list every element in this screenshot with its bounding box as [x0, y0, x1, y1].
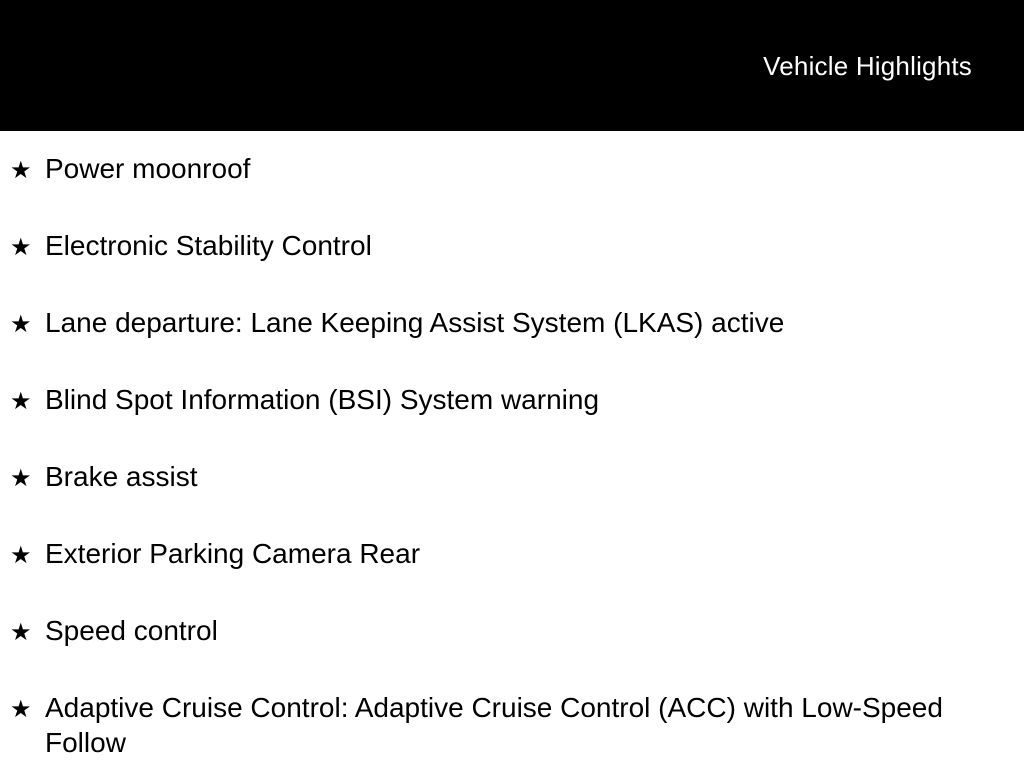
list-item-label: Brake assist [45, 461, 198, 492]
star-bullet-icon: ★ [10, 310, 32, 338]
list-item [10, 459, 974, 496]
list-item [10, 690, 974, 760]
star-bullet-icon: ★ [10, 464, 32, 492]
list-item [10, 613, 974, 650]
list-item-label: Speed control [45, 615, 218, 646]
highlights-content [0, 131, 1024, 760]
list-item-label: Adaptive Cruise Control: Adaptive Cruise Control (ACC) with Low-Speed Follow [45, 692, 943, 758]
star-bullet-icon: ★ [10, 233, 32, 261]
page-title: Vehicle Highlights [763, 50, 972, 81]
list-item-label: Lane departure: Lane Keeping Assist System (LKAS) active [45, 307, 785, 338]
list-item [10, 151, 974, 188]
list-item [10, 228, 974, 265]
star-bullet-icon: ★ [10, 387, 32, 415]
star-bullet-icon: ★ [10, 695, 32, 723]
list-item-label: Blind Spot Information (BSI) System warning [45, 384, 600, 415]
list-item [10, 536, 974, 573]
highlights-list [10, 151, 974, 760]
list-item-label: Exterior Parking Camera Rear [45, 538, 421, 569]
list-item [10, 305, 974, 342]
list-item-label: Electronic Stability Control [45, 230, 372, 261]
star-bullet-icon: ★ [10, 156, 32, 184]
header-bar [0, 0, 1024, 131]
star-bullet-icon: ★ [10, 618, 32, 646]
list-item [10, 382, 974, 419]
star-bullet-icon: ★ [10, 541, 32, 569]
list-item-label: Power moonroof [45, 153, 251, 184]
